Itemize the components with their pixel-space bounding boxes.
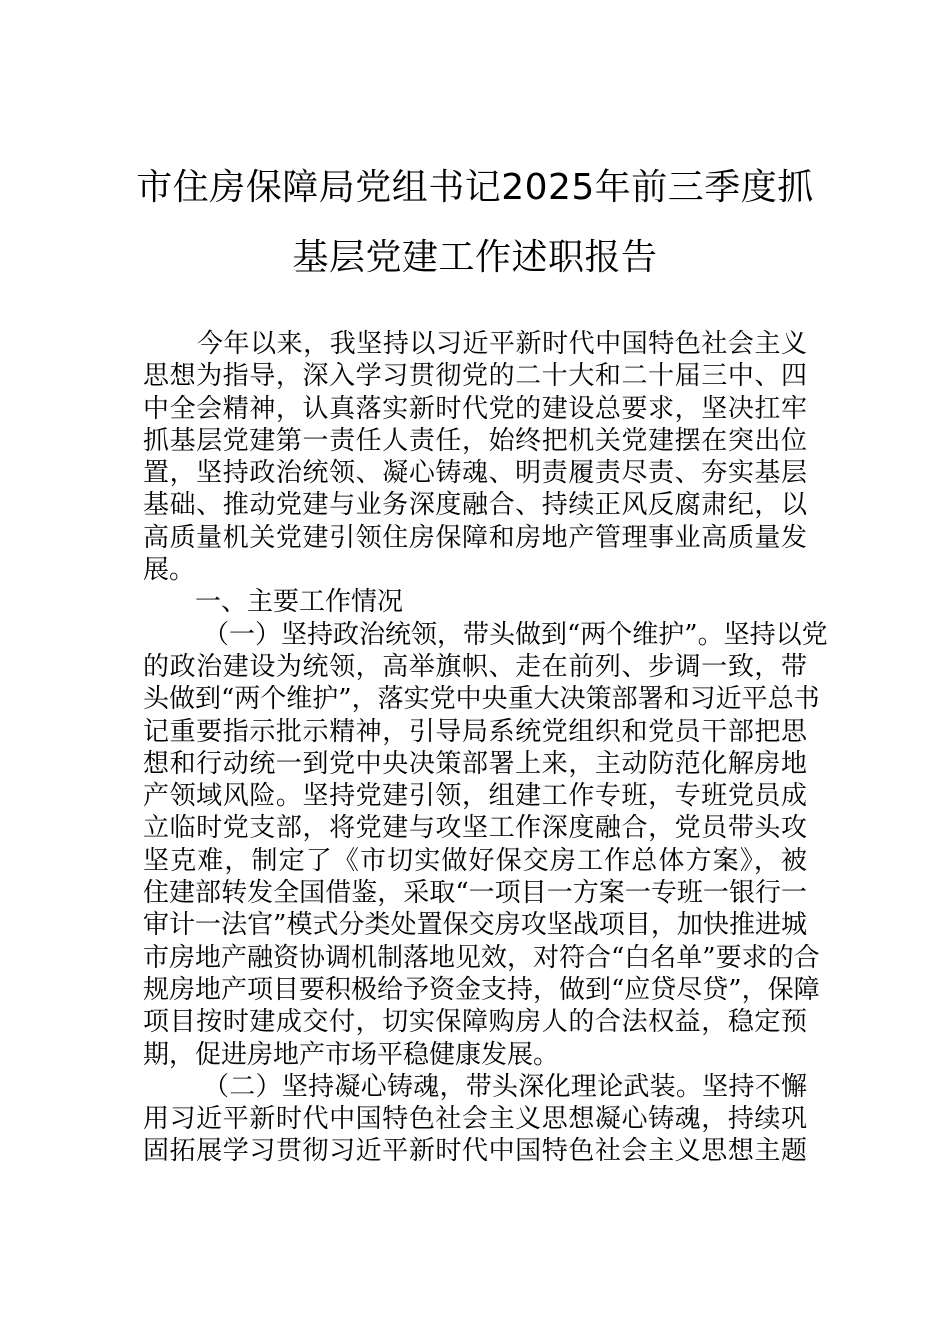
paragraph-line: 置，坚持政治统领、凝心铸魂、明责履责尽责、夯实基层 — [143, 458, 807, 489]
paragraph-line: 规房地产项目要积极给予资金支持，做到“应贷尽贷”，保障 — [143, 974, 820, 1005]
paragraph-line: （二）坚持凝心铸魂，带头深化理论武装。坚持不懈 — [203, 1071, 807, 1102]
paragraph-line: 固拓展学习贯彻习近平新时代中国特色社会主义思想主题 — [143, 1136, 807, 1167]
paragraph-line: 用习近平新时代中国特色社会主义思想凝心铸魂，持续巩 — [143, 1104, 807, 1135]
document-title-line-2: 基层党建工作述职报告 — [292, 237, 658, 278]
document-title-line-1: 市住房保障局党组书记2025年前三季度抓 — [136, 167, 814, 208]
subsection-1-paragraph — [143, 619, 828, 1071]
paragraph-line: 思想为指导，深入学习贯彻党的二十大和二十届三中、四 — [143, 361, 807, 392]
paragraph-line: 今年以来，我坚持以习近平新时代中国特色社会主义 — [197, 329, 807, 359]
paragraph-line: 头做到“两个维护”，落实党中央重大决策部署和习近平总书 — [143, 684, 820, 715]
paragraph-line: 项目按时建成交付，切实保障购房人的合法权益，稳定预 — [143, 1007, 807, 1038]
paragraph-line: 坚克难，制定了《市切实做好保交房工作总体方案》，被 — [143, 845, 807, 876]
paragraph-line: 的政治建设为统领，高举旗帜、走在前列、步调一致，带 — [143, 651, 807, 682]
subsection-2-paragraph — [143, 1071, 807, 1168]
paragraph-line: 展。 — [143, 555, 196, 586]
paragraph-line: 产领域风险。坚持党建引领，组建工作专班，专班党员成 — [143, 781, 807, 812]
paragraph-line: 期，促进房地产市场平稳健康发展。 — [143, 1039, 560, 1070]
paragraph-line: 基础、推动党建与业务深度融合、持续正风反腐肃纪，以 — [143, 490, 807, 521]
paragraph-line: 中全会精神，认真落实新时代党的建设总要求，坚决扛牢 — [143, 393, 807, 424]
paragraph-line: 想和行动统一到党中央决策部署上来，主动防范化解房地 — [143, 748, 807, 779]
section-heading: 一、主要工作情况 — [195, 587, 404, 618]
paragraph-line: 住建部转发全国借鉴，采取“一项目一方案一专班一银行一 — [143, 878, 807, 909]
paragraph-line: 审计一法官”模式分类处置保交房攻坚战项目，加快推进城 — [143, 910, 807, 941]
intro-paragraph — [143, 328, 807, 586]
paragraph-line: 市房地产融资协调机制落地见效，对符合“白名单”要求的合 — [143, 942, 820, 973]
paragraph-line: 高质量机关党建引领住房保障和房地产管理事业高质量发 — [143, 522, 807, 553]
paragraph-line: 记重要指示批示精神，引导局系统党组织和党员干部把思 — [143, 716, 807, 747]
paragraph-line: 立临时党支部，将党建与攻坚工作深度融合，党员带头攻 — [143, 813, 807, 844]
document-body — [143, 328, 828, 1168]
paragraph-line: 抓基层党建第一责任人责任，始终把机关党建摆在突出位 — [143, 425, 807, 456]
paragraph-line: （一）坚持政治统领，带头做到“两个维护”。坚持以党 — [203, 619, 828, 650]
